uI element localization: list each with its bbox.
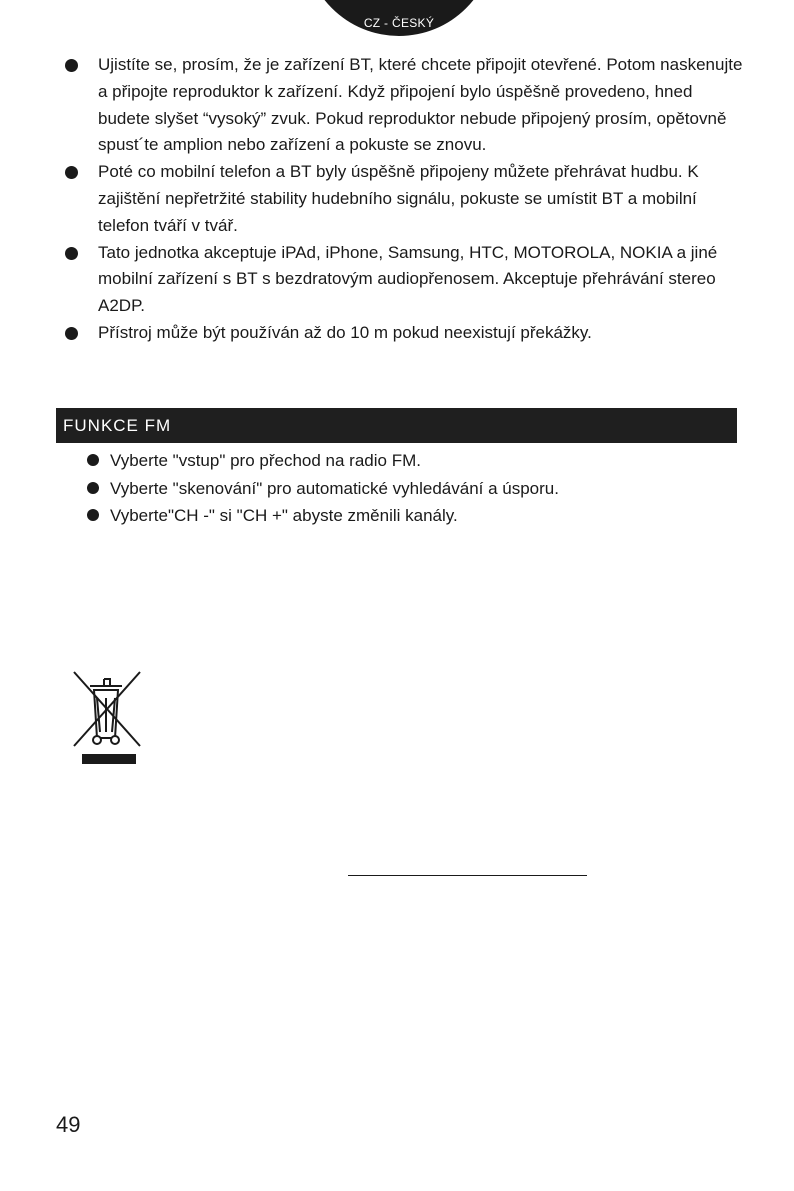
bullet-icon: [65, 327, 78, 340]
weee-crossed-bin-icon: [68, 668, 144, 768]
bullet-icon: [87, 482, 99, 494]
list-item: [58, 159, 748, 239]
bullet-icon: [65, 59, 78, 72]
fm-section-header: [56, 408, 737, 443]
list-item-text: Ujistíte se, prosím, že je zařízení BT, které chcete připojit otevřené. Potom naskenujte a připojte reproduktor k zařízení. Když připojení bylo úspěšně provedeno, hned budete slyšet “vysoký” zvuk. Pokud reproduktor nebude připojený prosím, opětovně spust´te amplion nebo zařízení a pokuste se znovu.: [98, 55, 743, 155]
list-item: [58, 52, 748, 159]
list-item-text: Vyberte "skenování" pro automatické vyhledávání a úsporu.: [110, 478, 559, 498]
bullet-icon: [87, 454, 99, 466]
list-item-text: Vyberte"CH -" si "CH +" abyste změnili kanály.: [110, 506, 458, 525]
list-item: [58, 320, 748, 347]
bt-instructions-list: [58, 52, 748, 347]
fm-instructions-list: [86, 447, 746, 530]
bullet-icon: [87, 509, 99, 521]
list-item: [58, 240, 748, 320]
divider-line: [348, 875, 587, 876]
list-item-text: Vyberte "vstup" pro přechod na radio FM.: [110, 451, 421, 470]
list-item-text: Tato jednotka akceptuje iPAd, iPhone, Samsung, HTC, MOTOROLA, NOKIA a jiné mobilní zařízení s BT s bezdratovým audiopřenosem. Akceptuje přehrávání stereo A2DP.: [98, 242, 718, 316]
list-item: [86, 475, 746, 503]
language-label: CZ - ČESKÝ: [363, 16, 435, 30]
list-item-text: Přístroj může být používán až do 10 m pokud neexistují překážky.: [98, 322, 592, 342]
bullet-icon: [65, 247, 78, 260]
list-item-text: Poté co mobilní telefon a BT byly úspěšně připojeny můžete přehrávat hudbu. K zajištění nepřetržité stability hudebního signálu, pokuste se umístit BT a mobilní telefon tváří v tvář.: [98, 162, 699, 235]
list-item: [86, 447, 746, 475]
section-title: FUNKCE FM: [63, 416, 172, 435]
bullet-icon: [65, 166, 78, 179]
page-number: 49: [56, 1112, 81, 1137]
list-item: [86, 502, 746, 530]
